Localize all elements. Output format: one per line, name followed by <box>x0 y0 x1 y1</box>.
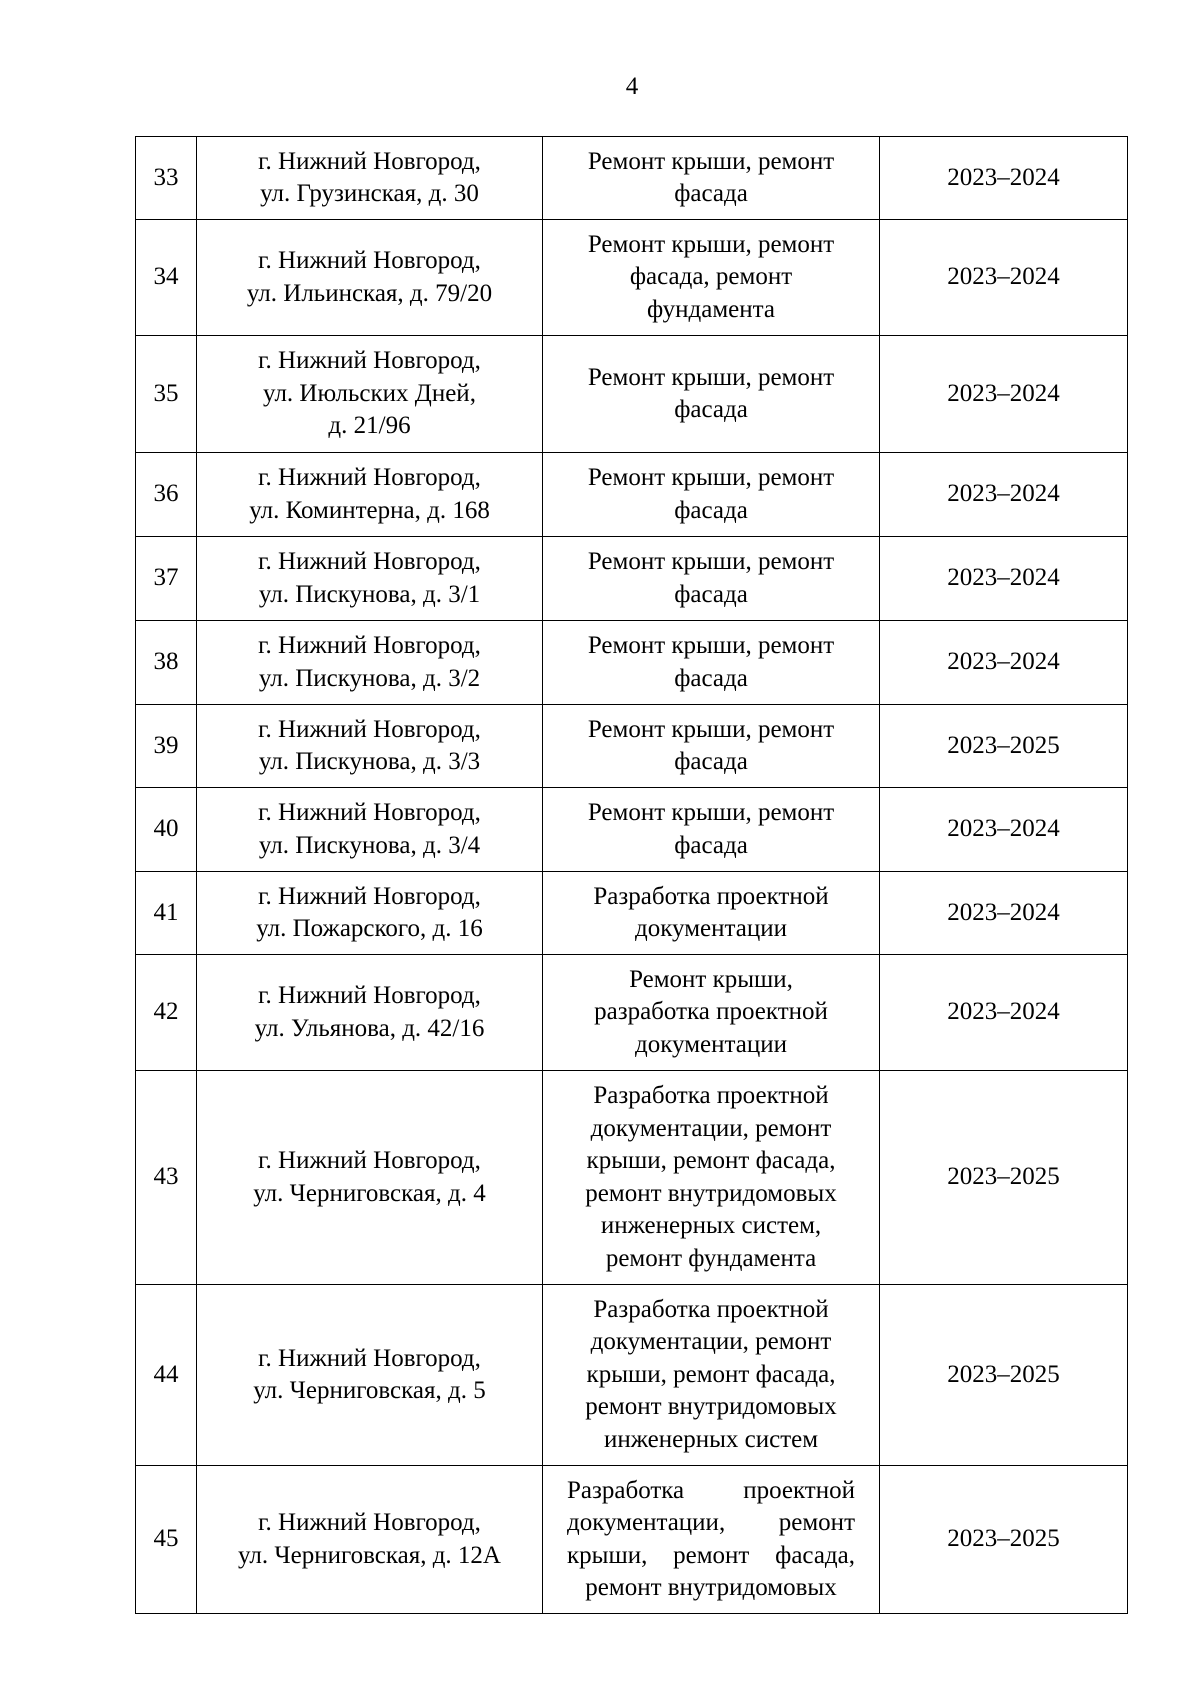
works-line: Разработка проектной <box>593 1082 829 1109</box>
works-line: Ремонт крыши, <box>629 965 793 993</box>
row-number: 41 <box>136 872 197 955</box>
row-number: 34 <box>136 220 197 336</box>
address-line: г. Нижний Новгород, <box>258 882 481 910</box>
address-line: г. Нижний Новгород, <box>258 548 481 575</box>
address-cell <box>197 872 543 955</box>
works-line: инженерных систем <box>603 1425 819 1453</box>
works-line: Ремонт крыши, ремонт <box>587 715 835 743</box>
address-line: г. Нижний Новгород, <box>258 982 481 1009</box>
works-cell <box>543 537 880 621</box>
repair-works-table <box>135 136 1128 1614</box>
row-number: 37 <box>136 537 197 621</box>
works-line: Разработка проектной <box>567 1476 855 1504</box>
works-line: ремонт фундамента <box>605 1244 817 1272</box>
row-number: 33 <box>136 137 197 220</box>
works-line: Ремонт крыши, ремонт <box>587 230 835 258</box>
works-cell <box>543 336 880 453</box>
period-cell: 2023–2024 <box>880 453 1128 537</box>
address-line: ул. Грузинская, д. 30 <box>260 180 479 207</box>
table-row <box>136 220 1128 336</box>
address-line: г. Нижний Новгород, <box>258 799 481 826</box>
works-line: фундамента <box>647 295 775 323</box>
table-row <box>136 955 1128 1071</box>
works-line: документации, ремонт <box>590 1114 832 1142</box>
works-cell <box>543 1285 880 1466</box>
works-cell <box>543 788 880 872</box>
works-line: фасада <box>674 580 748 608</box>
address-cell <box>197 955 543 1071</box>
address-line: г. Нижний Новгород, <box>258 1147 481 1174</box>
page-number: 4 <box>625 73 639 100</box>
address-line: ул. Пискунова, д. 3/3 <box>258 748 481 775</box>
works-cell <box>543 453 880 537</box>
works-line: ремонт внутридомовых <box>585 1179 837 1207</box>
works-line: Ремонт крыши, ремонт <box>587 799 835 826</box>
works-line: фасада <box>674 748 748 775</box>
table-row <box>136 705 1128 788</box>
period-cell: 2023–2024 <box>880 137 1128 220</box>
works-line: документации, ремонт <box>567 1509 855 1536</box>
address-line: г. Нижний Новгород, <box>258 632 481 659</box>
works-line: ремонт внутридомовых <box>585 1393 837 1421</box>
address-line: ул. Ильинская, д. 79/20 <box>246 279 493 307</box>
address-line: ул. Пискунова, д. 3/1 <box>258 580 481 608</box>
row-number: 36 <box>136 453 197 537</box>
works-cell <box>543 621 880 705</box>
address-line: ул. Пискунова, д. 3/4 <box>258 831 481 859</box>
works-cell <box>543 955 880 1071</box>
period-cell: 2023–2025 <box>880 705 1128 788</box>
works-line: документации <box>635 915 787 942</box>
works-line: Ремонт крыши, ремонт <box>587 632 835 659</box>
address-cell <box>197 137 543 220</box>
address-line: ул. Июльских Дней, <box>263 379 476 407</box>
works-line: документации <box>635 1030 787 1058</box>
address-cell <box>197 220 543 336</box>
address-line: ул. Пожарского, д. 16 <box>256 915 483 942</box>
table-row <box>136 1285 1128 1466</box>
works-cell <box>543 220 880 336</box>
works-line: инженерных систем, <box>600 1212 822 1239</box>
works-line: фасада <box>674 664 748 692</box>
works-cell <box>543 1466 880 1614</box>
row-number: 43 <box>136 1071 197 1285</box>
table-row <box>136 621 1128 705</box>
row-number: 42 <box>136 955 197 1071</box>
address-line: ул. Черниговская, д. 4 <box>253 1179 486 1207</box>
works-line: Разработка проектной <box>593 882 829 910</box>
row-number: 38 <box>136 621 197 705</box>
works-line: Ремонт крыши, ремонт <box>587 147 835 175</box>
works-line: фасада <box>674 496 748 524</box>
address-line: г. Нижний Новгород, <box>258 464 481 491</box>
address-line: г. Нижний Новгород, <box>258 715 481 743</box>
address-cell <box>197 788 543 872</box>
table-row <box>136 1466 1128 1614</box>
works-line: фасада <box>674 180 748 207</box>
works-cell <box>543 1071 880 1285</box>
works-line: документации, ремонт <box>590 1328 832 1356</box>
table-row <box>136 1071 1128 1285</box>
address-cell <box>197 1466 543 1614</box>
period-cell: 2023–2024 <box>880 872 1128 955</box>
table-row <box>136 137 1128 220</box>
period-cell: 2023–2024 <box>880 621 1128 705</box>
address-cell <box>197 336 543 453</box>
works-line: крыши, ремонт фасада, <box>567 1541 855 1569</box>
table-row <box>136 453 1128 537</box>
address-cell <box>197 1285 543 1466</box>
table-row <box>136 788 1128 872</box>
address-line: ул. Пискунова, д. 3/2 <box>258 664 481 692</box>
works-cell <box>543 705 880 788</box>
works-line: Ремонт крыши, ремонт <box>587 548 835 575</box>
address-line: ул. Коминтерна, д. 168 <box>249 496 490 524</box>
works-line: крыши, ремонт фасада, <box>586 1147 836 1174</box>
row-number: 39 <box>136 705 197 788</box>
table-row <box>136 336 1128 453</box>
period-cell: 2023–2025 <box>880 1071 1128 1285</box>
period-cell: 2023–2024 <box>880 220 1128 336</box>
works-line: фасада, ремонт <box>629 263 793 291</box>
address-cell <box>197 453 543 537</box>
address-line: г. Нижний Новгород, <box>258 1509 481 1536</box>
works-line: Ремонт крыши, ремонт <box>587 363 835 391</box>
row-number: 40 <box>136 788 197 872</box>
table-body <box>136 137 1128 1614</box>
period-cell: 2023–2025 <box>880 1466 1128 1614</box>
address-line: г. Нижний Новгород, <box>258 147 481 175</box>
address-line: ул. Черниговская, д. 12А <box>237 1541 501 1569</box>
address-cell <box>197 1071 543 1285</box>
address-line: д. 21/96 <box>328 412 411 440</box>
works-cell <box>543 872 880 955</box>
row-number: 45 <box>136 1466 197 1614</box>
works-line: фасада <box>674 831 748 859</box>
table-row <box>136 872 1128 955</box>
row-number: 44 <box>136 1285 197 1466</box>
period-cell: 2023–2024 <box>880 955 1128 1071</box>
period-cell: 2023–2024 <box>880 537 1128 621</box>
address-cell <box>197 621 543 705</box>
works-line: Разработка проектной <box>593 1295 829 1323</box>
works-line: Ремонт крыши, ремонт <box>587 464 835 491</box>
address-line: ул. Ульянова, д. 42/16 <box>254 1014 485 1042</box>
address-line: ул. Черниговская, д. 5 <box>253 1377 486 1404</box>
address-line: г. Нижний Новгород, <box>258 247 481 274</box>
period-cell: 2023–2024 <box>880 336 1128 453</box>
works-line: ремонт внутридомовых <box>585 1574 837 1601</box>
address-line: г. Нижний Новгород, <box>258 347 481 375</box>
works-line: разработка проектной <box>594 998 828 1026</box>
address-cell <box>197 705 543 788</box>
table-row <box>136 537 1128 621</box>
works-line: фасада <box>674 396 748 423</box>
period-cell: 2023–2025 <box>880 1285 1128 1466</box>
address-line: г. Нижний Новгород, <box>258 1344 481 1372</box>
works-line: крыши, ремонт фасада, <box>586 1360 836 1388</box>
address-cell <box>197 537 543 621</box>
period-cell: 2023–2024 <box>880 788 1128 872</box>
works-cell <box>543 137 880 220</box>
row-number: 35 <box>136 336 197 453</box>
